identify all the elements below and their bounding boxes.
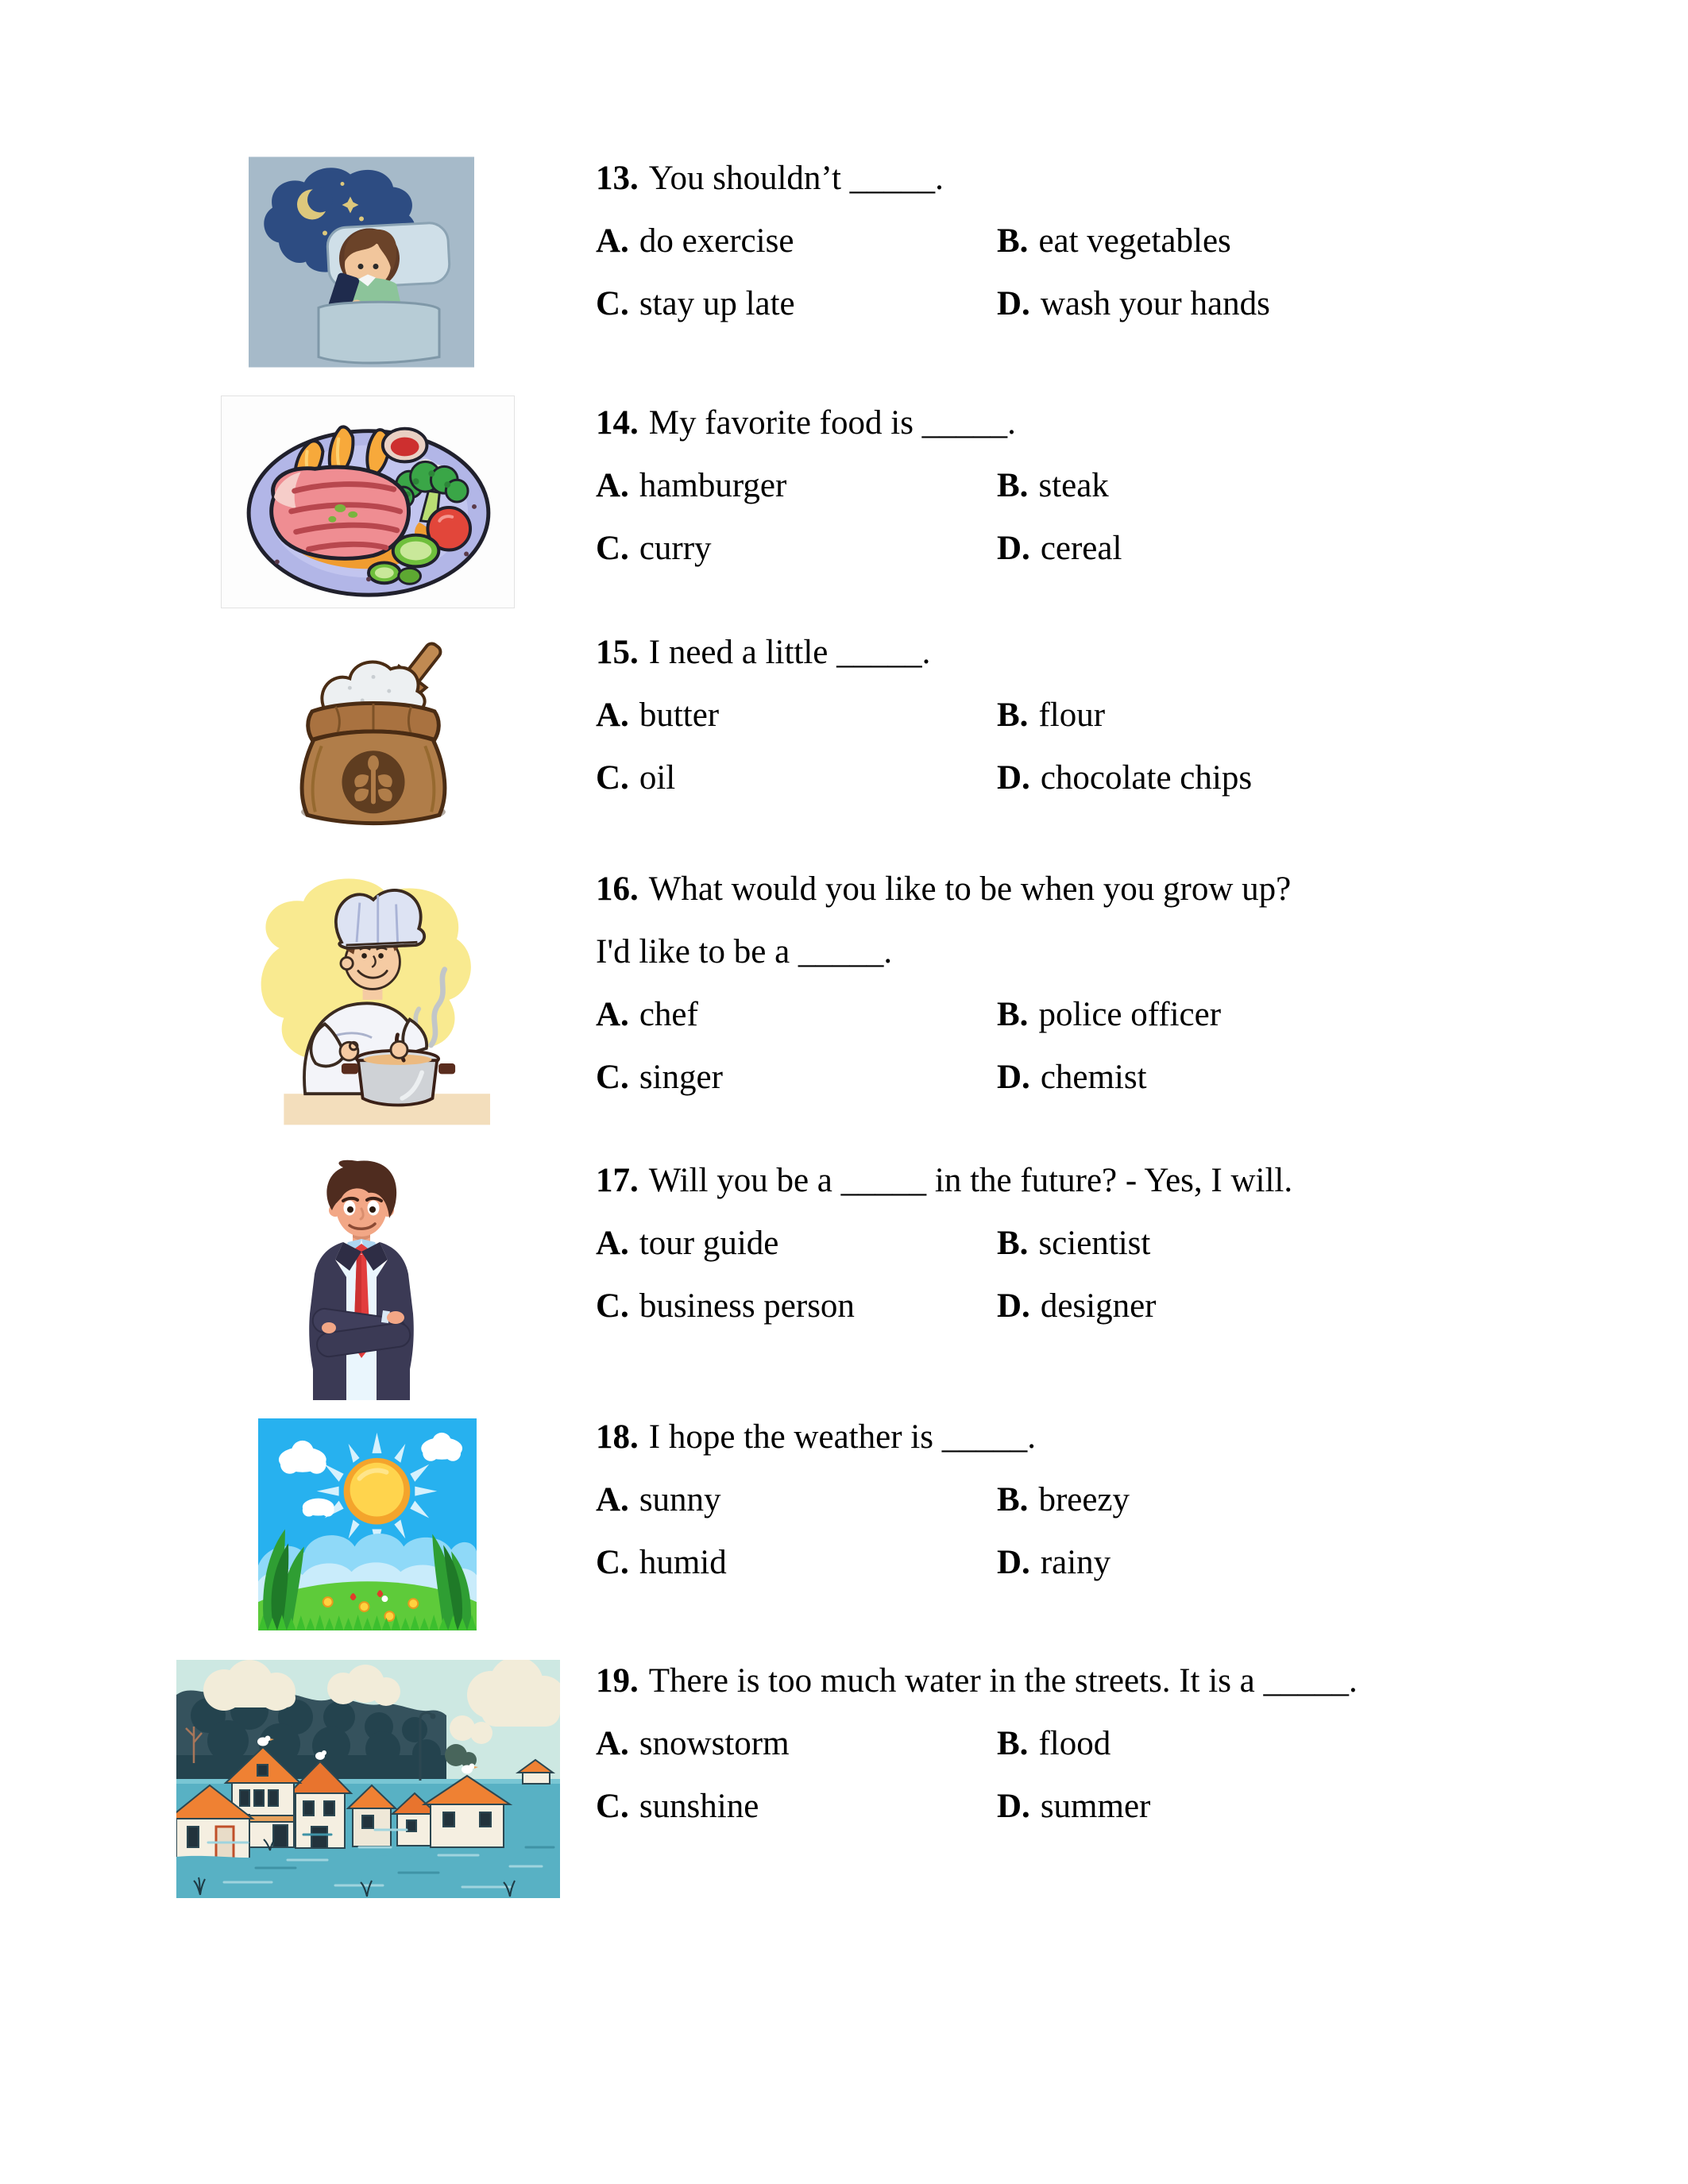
steak-plate-illustration: [221, 396, 515, 608]
question-text: There is too much water in the streets. It is a _____.: [648, 1662, 1358, 1700]
question-number: 14.: [596, 404, 639, 442]
question-number: 15.: [596, 634, 639, 671]
question-text: I hope the weather is _____.: [648, 1418, 1036, 1456]
option-d: D. chemist: [997, 1059, 1147, 1096]
option-d: D. chocolate chips: [997, 759, 1253, 797]
option-a: A. sunny: [596, 1481, 721, 1518]
option-d: D. cereal: [997, 530, 1122, 567]
option-a: A. do exercise: [596, 222, 794, 260]
flood-illustration: [176, 1660, 560, 1898]
option-b: B. flood: [997, 1725, 1111, 1762]
question-number: 17.: [596, 1162, 639, 1199]
sunny-weather-illustration: [258, 1418, 477, 1630]
question-number: 13.: [596, 160, 639, 197]
option-a: A. butter: [596, 696, 720, 734]
flour-sack-illustration: [262, 631, 485, 834]
option-a: A. chef: [596, 996, 698, 1033]
option-b: B. eat vegetables: [997, 222, 1231, 260]
option-c: C. humid: [596, 1544, 727, 1581]
question-number: 19.: [596, 1662, 639, 1700]
question-14: [596, 392, 1664, 580]
question-text-line2: I'd like to be a _____.: [596, 933, 893, 970]
option-d: D. rainy: [997, 1544, 1111, 1581]
option-a: A. snowstorm: [596, 1725, 790, 1762]
question-number: 16.: [596, 870, 639, 908]
option-c: C. sunshine: [596, 1788, 759, 1825]
option-c: C. oil: [596, 759, 676, 797]
question-19: [596, 1650, 1664, 1838]
option-c: C. singer: [596, 1059, 723, 1096]
question-text: Will you be a _____ in the future? - Yes, I will.: [648, 1162, 1293, 1199]
question-text: I need a little _____.: [648, 634, 931, 671]
chef-cooking-illustration: [240, 864, 490, 1130]
question-18: [596, 1406, 1664, 1594]
question-13: [596, 147, 1664, 335]
option-d: D. wash your hands: [997, 285, 1270, 322]
option-b: B. police officer: [997, 996, 1222, 1033]
option-d: D. summer: [997, 1788, 1151, 1825]
option-b: B. breezy: [997, 1481, 1130, 1518]
option-b: B. flour: [997, 696, 1106, 734]
option-d: D. designer: [997, 1287, 1157, 1325]
option-b: B. steak: [997, 467, 1109, 504]
option-b: B. scientist: [997, 1225, 1151, 1262]
bedtime-phone-illustration: [249, 156, 474, 368]
option-c: C. business person: [596, 1287, 855, 1325]
question-text: My favorite food is _____.: [648, 404, 1016, 442]
option-c: C. curry: [596, 530, 712, 567]
question-text: You shouldn’t _____.: [648, 160, 944, 197]
option-a: A. tour guide: [596, 1225, 779, 1262]
option-c: C. stay up late: [596, 285, 795, 322]
question-15: [596, 621, 1664, 809]
question-text: What would you like to be when you grow up?: [648, 870, 1292, 908]
question-16: [596, 858, 1664, 1109]
question-number: 18.: [596, 1418, 639, 1456]
option-a: A. hamburger: [596, 467, 787, 504]
question-17: [596, 1149, 1664, 1337]
businessman-illustration: [294, 1158, 429, 1400]
